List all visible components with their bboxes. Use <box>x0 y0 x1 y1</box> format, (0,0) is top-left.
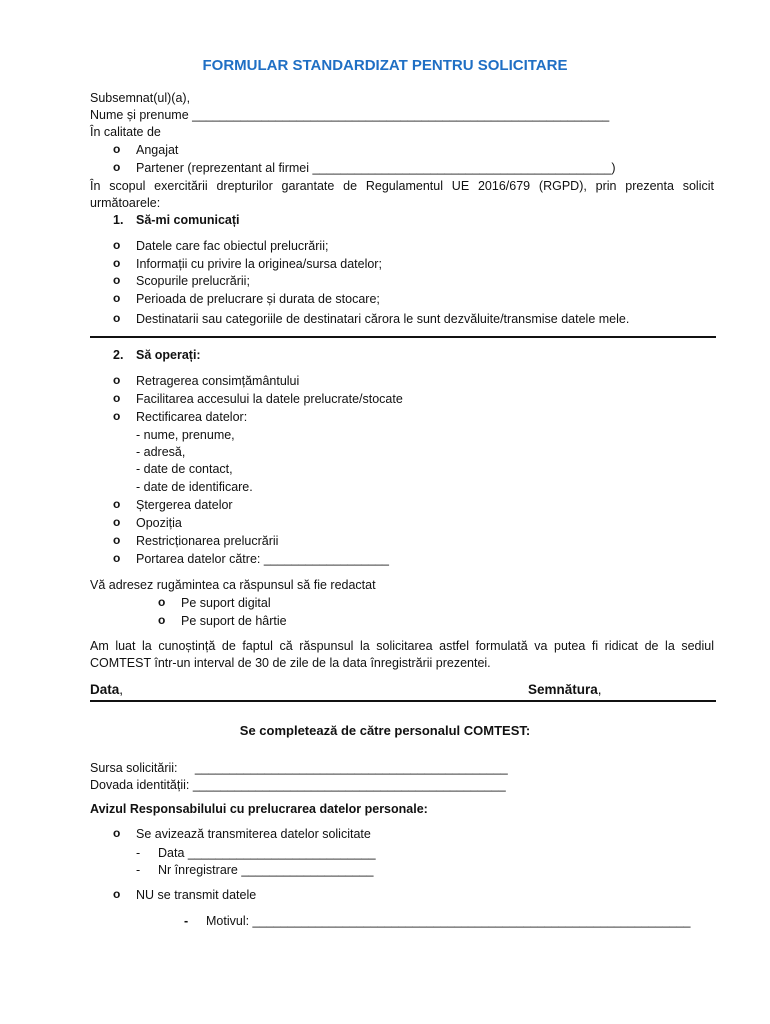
approve-option[interactable]: Se avizează transmiterea datelor solicitate <box>136 827 371 841</box>
list-item[interactable]: Ștergerea datelor <box>136 498 233 512</box>
list-item[interactable]: Scopurile prelucrării; <box>136 274 250 288</box>
dash-icon: - <box>136 863 141 877</box>
bullet-o-icon: o <box>113 533 121 547</box>
scope-paragraph: În scopul exercitării drepturilor garantate de Regulamentul UE 2016/679 (RGPD), prin prezenta solicit următoarele: <box>90 179 714 210</box>
bullet-o-icon: o <box>113 391 121 405</box>
list-item[interactable]: Retragerea consimțământului <box>136 374 300 388</box>
option-paper[interactable]: Pe suport de hârtie <box>181 614 287 628</box>
intro-signee: Subsemnat(ul)(a), <box>90 91 191 105</box>
option-digital[interactable]: Pe suport digital <box>181 596 271 610</box>
role-employee[interactable]: Angajat <box>136 143 179 157</box>
name-field[interactable]: Nume și prenume ____________________________________________________________ <box>90 108 610 122</box>
section2-number: 2. <box>113 348 124 362</box>
list-item[interactable]: Informații cu privire la originea/sursa datelor; <box>136 257 382 271</box>
comma: , <box>119 682 124 697</box>
list-item[interactable]: Rectificarea datelor: <box>136 410 248 424</box>
registration-field[interactable]: Nr înregistrare ___________________ <box>158 863 374 877</box>
bullet-o-icon: o <box>158 595 166 609</box>
bullet-o-icon: o <box>113 826 121 840</box>
role-partner[interactable]: Partener (reprezentant al firmei ___________________________________________) <box>136 161 616 175</box>
list-item[interactable]: Opoziția <box>136 516 182 530</box>
response-request: Vă adresez rugămintea ca răspunsul să fie redactat <box>90 578 376 592</box>
date-field[interactable]: Data ___________________________ <box>158 846 376 860</box>
dash-icon: - <box>184 914 189 928</box>
list-item[interactable]: Restricționarea prelucrării <box>136 534 279 548</box>
bullet-o-icon: o <box>113 515 121 529</box>
sub-item: - adresă, <box>136 445 186 459</box>
bullet-o-icon: o <box>113 142 121 156</box>
bullet-o-icon: o <box>113 409 121 423</box>
source-field[interactable]: Sursa solicitării: _____________________________________________ <box>90 761 508 775</box>
section2-heading: Să operați: <box>136 348 201 362</box>
sub-item: - nume, prenume, <box>136 428 235 442</box>
sub-item: - date de contact, <box>136 462 233 476</box>
bullet-o-icon: o <box>113 160 121 174</box>
signature-label: Semnătura <box>528 682 598 697</box>
bullet-o-icon: o <box>113 551 121 565</box>
date-signature-line <box>90 682 123 698</box>
list-item[interactable]: Portarea datelor către: __________________ <box>136 552 389 566</box>
bullet-o-icon: o <box>113 291 121 305</box>
date-label: Data <box>90 682 120 697</box>
list-item[interactable]: Datele care fac obiectul prelucrării; <box>136 239 329 253</box>
staff-heading: Se completează de către personalul COMTEST: <box>239 723 531 738</box>
bullet-o-icon: o <box>113 311 121 325</box>
section1-heading: Să-mi comunicați <box>136 213 240 227</box>
form-title: FORMULAR STANDARDIZAT PENTRU SOLICITARE <box>202 57 568 74</box>
bullet-o-icon: o <box>113 256 121 270</box>
dash-icon: - <box>136 846 141 860</box>
signature-line <box>528 682 602 698</box>
section-divider <box>90 336 716 338</box>
bullet-o-icon: o <box>158 613 166 627</box>
bullet-o-icon: o <box>113 273 121 287</box>
identity-proof-field[interactable]: Dovada identității: _____________________________________________ <box>90 778 506 792</box>
role-label: În calitate de <box>90 125 161 139</box>
notice-paragraph: Am luat la cunoștință de faptul că răspunsul la solicitarea astfel formulată va putea fi ridicat de la sediul COMTEST într-un interval de 30 de zile de la data înregistrării prezentei. <box>90 639 714 670</box>
comma: , <box>597 682 602 697</box>
reject-option[interactable]: NU se transmit datele <box>136 888 257 902</box>
list-item[interactable]: Facilitarea accesului la datele prelucrate/stocate <box>136 392 403 406</box>
bullet-o-icon: o <box>113 887 121 901</box>
signature-divider <box>90 700 716 702</box>
sub-item: - date de identificare. <box>136 480 253 494</box>
section1-number: 1. <box>113 213 124 227</box>
list-item[interactable]: Destinatarii sau categoriile de destinatari cărora le sunt dezvăluite/transmise datele mele. <box>136 312 630 326</box>
reason-field[interactable]: Motivul: _______________________________________________________________ <box>206 914 691 928</box>
opinion-heading: Avizul Responsabilului cu prelucrarea datelor personale: <box>90 802 428 816</box>
bullet-o-icon: o <box>113 238 121 252</box>
list-item[interactable]: Perioada de prelucrare și durata de stocare; <box>136 292 380 306</box>
bullet-o-icon: o <box>113 497 121 511</box>
bullet-o-icon: o <box>113 373 121 387</box>
